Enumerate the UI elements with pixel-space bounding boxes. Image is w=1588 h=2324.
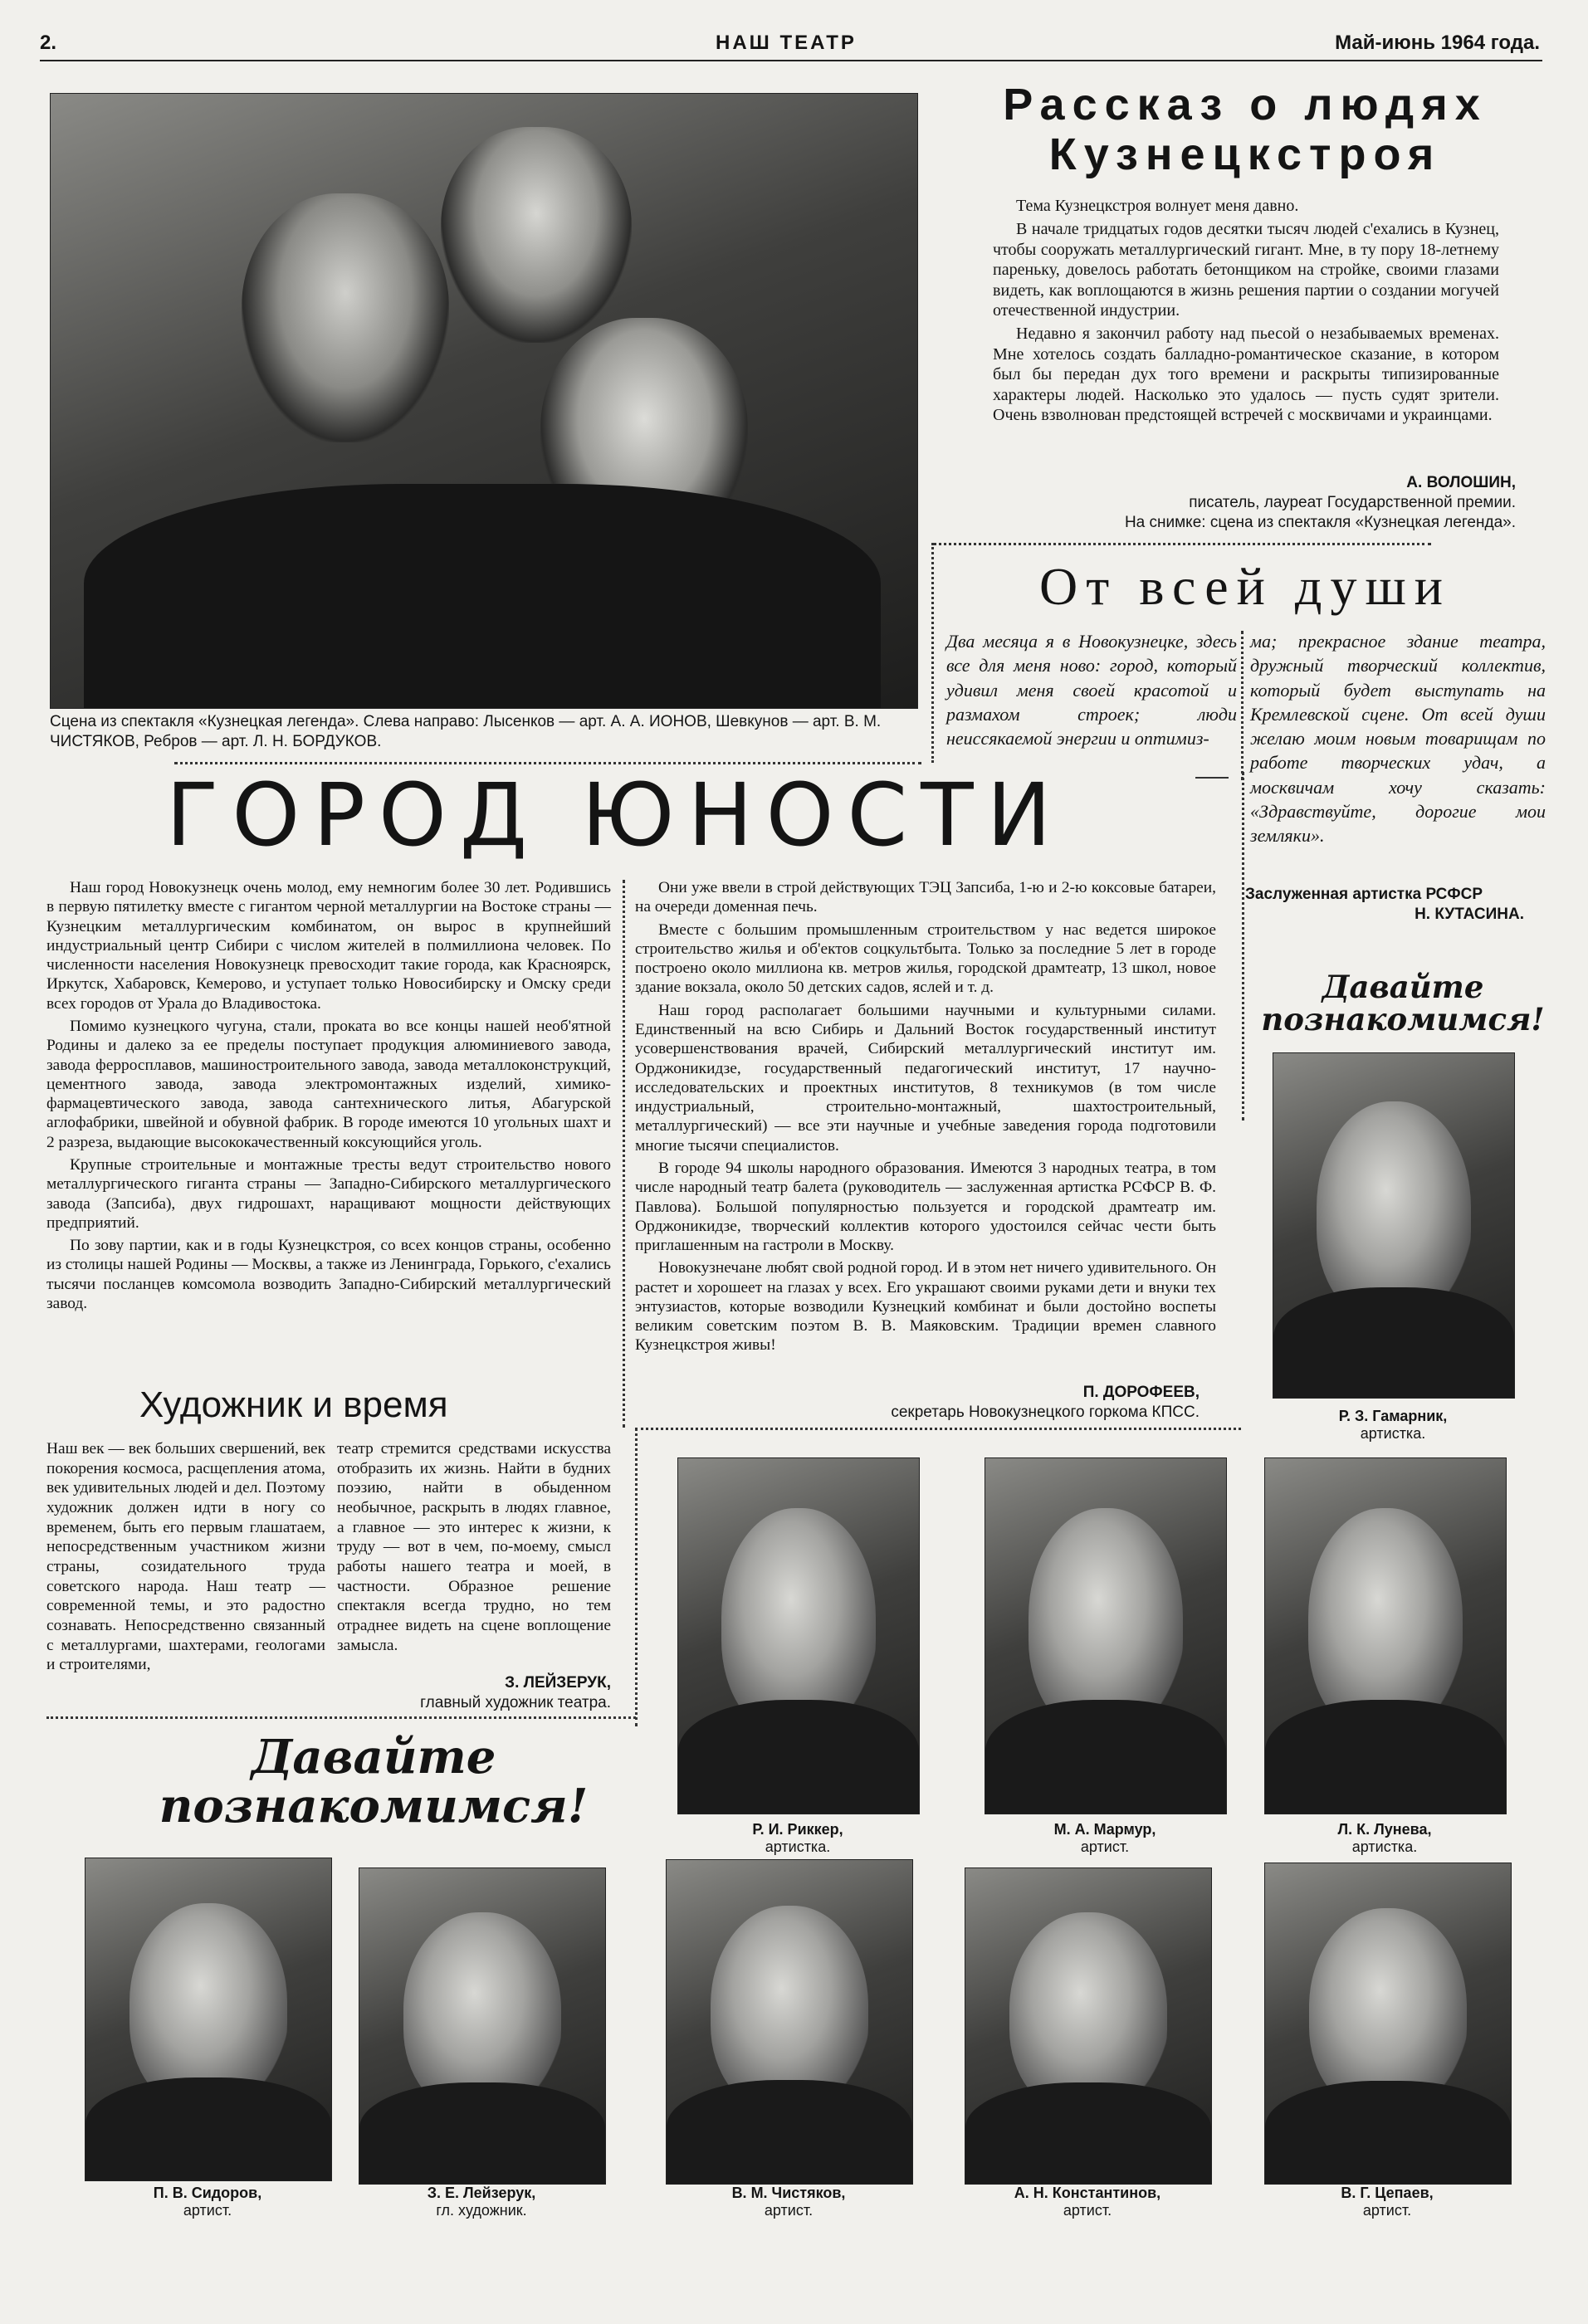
city-paragraph: Вместе с большим промышленным строительством у нас ведется широкое строительство жилья и об'ектов соцкультбыта. Только за последние 5 лет в городе построено около миллиона кв. метров жилья, городской драмтеатр, 13 школ, новое здание вокзала, около 50 детских садов, яслей и т. д.	[635, 920, 1216, 997]
meet-line2: познакомимся!	[1261, 1000, 1545, 1038]
city-paragraph: Наш город Новокузнецк очень молод, ему немногим более 30 лет. Родившись в первую пятилетку вместе с гигантом черной металлургии на Востоке страны — Кузнецким металлургическим комбинатом, он вырос в крупнейший индустриальный центр Сибири с числом жителей в полмиллиона человек. По численности населения Новокузнецк превосходит такие города, как Красноярск, Иркутск, Хабаровск, Кемерово, и уступает только Новосибирску и Омску среди всех городов от Урала до Владивостока.	[46, 879, 611, 1013]
artist-title: Художник и время	[139, 1384, 448, 1425]
portrait-role: артист.	[764, 2201, 814, 2219]
portrait-caption	[66, 2185, 349, 2219]
meet-line1: Давайте	[251, 1730, 496, 1784]
story-title-line1: Рассказ о людях	[1003, 80, 1488, 129]
divider-dotted	[46, 1716, 636, 1719]
portrait-name: А. Н. Константинов,	[1014, 2185, 1161, 2201]
story-paragraph: Недавно я закончил работу над пьесой о незабываемых временах. Мне хотелось создать балладно-романтическое сказание, в котором был бы передан дух того времени и раскрыты типизированные характеры людей. Насколько это удалось — пусть судят зрители. Очень взволнован предстоящей встречей с москвичами и украинцами.	[993, 325, 1499, 424]
portrait-role: артистка.	[1351, 1838, 1418, 1855]
divider-dotted-vertical	[1242, 772, 1244, 1120]
actors-bodies	[84, 484, 881, 709]
issue-date: Май-июнь 1964 года.	[1335, 32, 1540, 54]
city-paragraph: Наш город располагает большими научными и культурными силами. Единственный на всю Сибирь и Дальний Восток государственный институт усовершенствования врачей, Сибирский металлургический институт им. Орджоникидзе, государственный педагогический институт, 17 научно-исследовательских и проектных институтов, 8 техникумов (в том числе индустриальный, строительно-монтажный, шахтостроительный, металлургический) — все эти научные и учебные заведения города подготовили многие тысячи специалистов.	[635, 1001, 1216, 1155]
city-author: П. ДОРОФЕЕВ,	[1082, 1384, 1200, 1401]
portrait-role: гл. художник.	[436, 2201, 527, 2219]
actor-left-face	[242, 193, 449, 442]
divider-dotted-vertical	[1241, 631, 1244, 780]
newspaper-title: НАШ ТЕАТР	[716, 32, 857, 54]
portrait-name: З. Е. Лейзерук,	[427, 2185, 536, 2201]
city-signature	[635, 1383, 1200, 1423]
city-author-title: секретарь Новокузнецкого горкома КПСС.	[891, 1403, 1200, 1421]
portrait-role: артистка.	[765, 1838, 831, 1855]
city-paragraph: Помимо кузнецкого чугуна, стали, проката во все концы нашей необ'ятной Родины и далеко за ее пределы поступает продукция алюминиевого завода, завода ферросплавов, машиностроительного завода, завода металлоконструкций, цементного завода, завода электромонтажных изделий, химико-фармацевтического завода, завода сантехнического литья, Абагурской аглофабрики, швейной и обувной фабрик. В городе имеются 10 угольных шахт и 2 разреза, выдающие высококачественный коксующийся уголь.	[46, 1017, 611, 1151]
portrait-caption	[647, 2185, 930, 2219]
portrait-name: Л. К. Лунева,	[1337, 1821, 1432, 1838]
soul-col1: Два месяца я в Новокузнецке, здесь все для меня ново: город, который удивил меня своей красотой и размахом строек; люди неиссякаемой энергии и оптимиз-	[946, 631, 1237, 749]
portrait-caption	[1246, 2185, 1528, 2219]
artist-col1: Наш век — век больших свершений, век покорения космоса, расщепления атома, век удивительных людей и дел. Поэтому художник должен идти в ногу со временем, быть его первым глашатаем, непосредственным участником жизни страны, созидательного труда советского народа. Наш театр — современной темы, и это радостно сознавать. Непосредственно связанный с металлургами, шахтерами, геологами и строителями,	[46, 1440, 325, 1674]
portrait-photo	[1264, 1457, 1507, 1814]
portrait-caption	[1256, 1408, 1530, 1442]
portrait-photo	[677, 1457, 920, 1814]
meet-heading-left	[125, 1730, 623, 1833]
portrait-caption	[968, 1821, 1242, 1855]
portrait-photo	[666, 1859, 913, 2185]
city-paragraph: По зову партии, как и в годы Кузнецкстроя, со всех концов страны, особенно из столицы нашей Родины — Москвы, а также из Ленинграда, Горького, с'ехались тысячи посланцев комсомола возводить Западно-Сибирский металлургический завод.	[46, 1237, 611, 1312]
artist-author-title: главный художник театра.	[420, 1693, 611, 1711]
meet-heading-right	[1245, 971, 1561, 1036]
portrait-name: В. М. Чистяков,	[731, 2185, 846, 2201]
portrait-name: Р. И. Риккер,	[752, 1821, 843, 1838]
city-paragraph: В городе 94 школы народного образования. Имеются 3 народных театра, в том числе народный театр балета (руководитель — заслуженная артистка РСФСР В. Ф. Павлова). Большой популярностью пользуется и городской драмтеатр им. Орджоникидзе, творческий коллектив которого удостоился сейчас чести быть приглашенным на гастроли в Москву.	[635, 1159, 1216, 1255]
header-rule	[40, 60, 1542, 61]
portrait-caption	[661, 1821, 935, 1855]
divider-dotted	[635, 1428, 1241, 1430]
portrait-caption	[946, 2185, 1229, 2219]
story-title-line2: Кузнецкстроя	[1048, 129, 1442, 180]
portrait-role: артист.	[1080, 1838, 1130, 1855]
portrait-name: В. Г. Цепаев,	[1341, 2185, 1434, 2201]
soul-author: Н. КУТАСИНА.	[1415, 905, 1524, 923]
portrait-name: Р. З. Гамарник,	[1338, 1408, 1448, 1424]
portrait-caption	[340, 2185, 623, 2219]
divider-dotted-vertical	[635, 1428, 638, 1726]
story-paragraph: Тема Кузнецкстроя волнует меня давно.	[1016, 197, 1299, 215]
story-photo-note: На снимке: сцена из спектакля «Кузнецкая легенда».	[1124, 513, 1516, 531]
city-paragraph: Они уже ввели в строй действующих ТЭЦ Запсиба, 1-ю и 2-ю коксовые батареи, на очереди доменная печь.	[635, 879, 1216, 916]
meet-line2: познакомимся!	[159, 1778, 589, 1833]
portrait-role: артист.	[1063, 2201, 1112, 2219]
divider-dotted-vertical	[931, 543, 934, 763]
artist-col2: театр стремится средствами искусства отобразить их жизнь. Найти в будних поэзию, найти в обыденном необычное, раскрыть в людях главное, а главное — это интерес к жизни, к труду — вот в чем, по-моему, смысл работы нашего театра и моей, в частности. Образное решение спектакля всегда трудно, но тем отраднее видеть на сцене воплощение замысла.	[337, 1440, 611, 1654]
artist-signature	[337, 1673, 611, 1713]
portrait-role: артист.	[183, 2201, 232, 2219]
story-title	[938, 80, 1552, 180]
city-col1	[46, 878, 611, 1316]
city-paragraph: Крупные строительные и монтажные тресты ведут строительство нового металлургического гиганта страны — Западно-Сибирского металлургического завода (Запсиба), двух гидрошахт, наращивают мощности действующих предприятий.	[46, 1155, 611, 1232]
portrait-name: П. В. Сидоров,	[153, 2185, 262, 2201]
artist-author: З. ЛЕЙЗЕРУК,	[505, 1674, 611, 1692]
soul-title: От всей души	[1039, 557, 1451, 616]
story-signature	[993, 473, 1516, 532]
soul-signature	[1245, 885, 1524, 925]
story-text	[993, 196, 1499, 428]
portrait-photo	[85, 1858, 332, 2181]
portrait-name: М. А. Мармур,	[1053, 1821, 1156, 1838]
portrait-role: артист.	[1362, 2201, 1412, 2219]
city-title: ГОРОД ЮНОСТИ	[166, 764, 1065, 866]
city-paragraph: Новокузнечане любят свой родной город. И в этом нет ничего удивительного. Он растет и хорошеет на глазах у всех. Его украшают своими руками дети и внуки тех энтузиастов, которые возводили Кузнецкий комбинат и были достойно воспеты великим советским поэтом В. В. Маяковским. Традиции времен славного Кузнецкстроя живы!	[635, 1259, 1216, 1355]
portrait-photo	[1273, 1052, 1515, 1399]
main-scene-photo	[50, 93, 918, 709]
main-photo-caption: Сцена из спектакля «Кузнецкая легенда». Слева направо: Лысенков — арт. А. А. ИОНОВ, Шевкунов — арт. В. М. ЧИСТЯКОВ, Ребров — арт. Л. Н. БОРДУКОВ.	[50, 713, 882, 750]
actor-top-face	[441, 127, 632, 343]
page-number: 2.	[40, 32, 57, 54]
portrait-photo	[965, 1868, 1212, 2185]
portrait-photo	[985, 1457, 1227, 1814]
story-author: А. ВОЛОШИН,	[1406, 474, 1516, 491]
divider-dotted	[933, 543, 1431, 545]
portrait-caption	[1248, 1821, 1522, 1855]
city-col2	[635, 878, 1216, 1359]
story-paragraph: В начале тридцатых годов десятки тысяч людей с'ехались в Кузнец, чтобы сооружать металлургический гигант. Мне, в ту пору 18-летнему пареньку, довелось работать бетонщиком на стройке, своими глазами видеть, как воплощаются в жизнь решения партии о создании могучей отечественной индустрии.	[993, 220, 1499, 320]
portrait-photo	[359, 1868, 606, 2185]
soul-col2: ма; прекрасное здание театра, дружный творческий коллектив, который будет выступать на Кремлевской сцене. От всей души желаю моим новым товарищам по работе творческих удач, а москвичам хочу сказать: «Здравствуйте, дорогие мои земляки».	[1250, 631, 1546, 846]
meet-line1: Давайте	[1322, 969, 1484, 1005]
portrait-photo	[1264, 1863, 1512, 2185]
divider-dotted-vertical	[623, 880, 625, 1428]
story-author-title: писатель, лауреат Государственной премии.	[1189, 493, 1516, 511]
portrait-role: артистка.	[1360, 1424, 1426, 1442]
divider-dash	[1195, 777, 1229, 779]
soul-author-title: Заслуженная артистка РСФСР	[1245, 886, 1483, 903]
